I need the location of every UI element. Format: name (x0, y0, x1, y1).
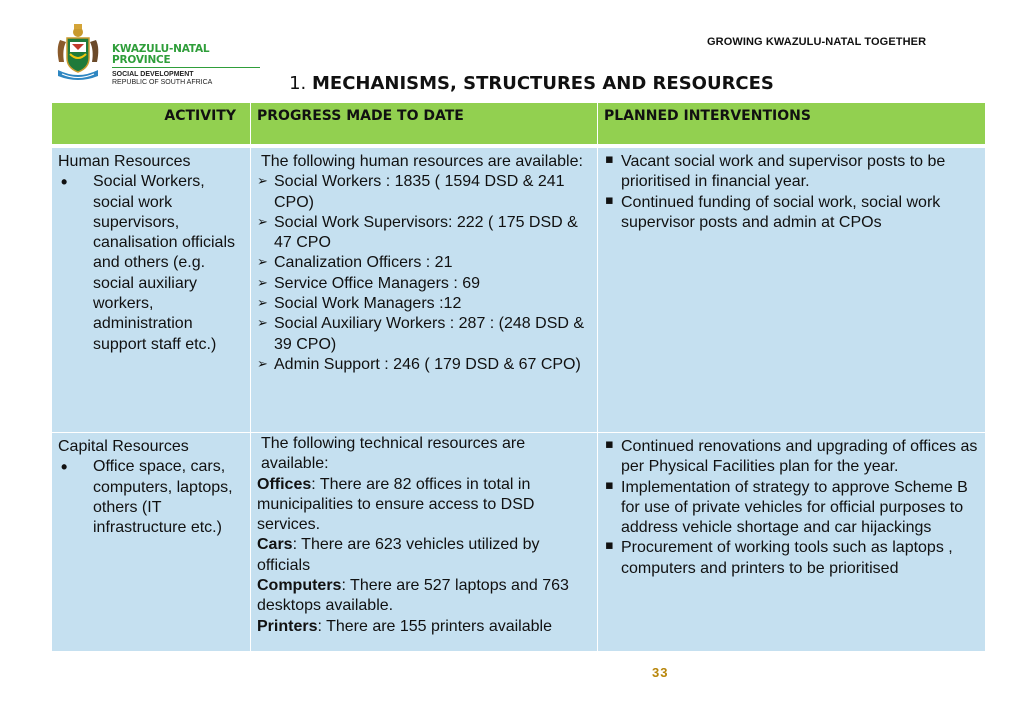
column-header-progress: PROGRESS MADE TO DATE (251, 103, 598, 145)
list-item: ➢ Canalization Officers : 21 (257, 253, 591, 273)
table-row (52, 433, 986, 652)
resource-text: : There are 82 offices in total in municipalities to ensure access to DSD services. (257, 475, 535, 534)
planned-list (604, 437, 979, 579)
progress-cell (251, 148, 598, 433)
activity-list (58, 457, 244, 538)
activity-title: Human Resources (58, 153, 191, 170)
header-slogan: GROWING KWAZULU-NATAL TOGETHER (707, 36, 927, 48)
section-number: 1. (289, 73, 307, 94)
resource-label: Computers (257, 577, 342, 595)
resource-text: : There are 527 laptops and 763 desktops available. (257, 577, 569, 615)
column-header-planned: PLANNED INTERVENTIONS (598, 103, 986, 145)
list-item: ▪ Procurement of working tools such as laptops , computers and printers to be prioritised (604, 538, 979, 579)
list-item: ➢ Service Office Managers : 69 (257, 274, 591, 294)
resource-text: : There are 623 vehicles utilized by officials (257, 536, 540, 574)
resource-label: Offices (257, 475, 312, 493)
list-item: ▪ Continued renovations and upgrading of offices as per Physical Facilities plan for the year. (604, 437, 979, 478)
list-item: ➢ Social Auxiliary Workers : 287 : (248 DSD & 39 CPO) (257, 314, 591, 355)
planned-cell (598, 433, 986, 652)
page-title (0, 73, 1024, 94)
planned-cell (598, 148, 986, 433)
resource-entry-computers (257, 576, 591, 617)
list-item: ➢ Admin Support : 246 ( 179 DSD & 67 CPO) (257, 355, 591, 375)
resource-text: : There are 155 printers available (317, 617, 552, 635)
list-item: ➢ Social Workers : 1835 ( 1594 DSD & 241 CPO) (257, 172, 591, 213)
progress-cell (251, 433, 598, 652)
section-title: MECHANISMS, STRUCTURES AND RESOURCES (312, 73, 774, 94)
activity-list (58, 172, 244, 355)
page-number: 33 (652, 665, 669, 680)
list-item: ▪ Implementation of strategy to approve Scheme B for use of private vehicles for official purposes to address vehicle shortage and car hijackings (604, 478, 979, 539)
resource-entry-cars (257, 535, 591, 576)
activity-cell (52, 148, 251, 433)
table-row (52, 148, 986, 433)
logo-country-text: REPUBLIC OF SOUTH AFRICA (112, 79, 213, 86)
progress-list (257, 172, 591, 375)
column-header-activity: ACTIVITY (52, 103, 251, 145)
logo-divider (112, 67, 260, 68)
logo-department-text: SOCIAL DEVELOPMENT (112, 71, 194, 78)
activity-title: Capital Resources (58, 438, 189, 455)
resource-entry-printers (257, 617, 591, 637)
table-header-row (52, 103, 986, 145)
progress-intro: The following human resources are available: (261, 153, 583, 170)
resource-label: Cars (257, 536, 293, 554)
resource-entry-offices (257, 475, 591, 536)
progress-intro: The following technical resources are available: (261, 435, 526, 473)
list-item: • Office space, cars, computers, laptops, others (IT infrastructure etc.) (58, 457, 244, 538)
list-item: ▪ Continued funding of social work, social work supervisor posts and admin at CPOs (604, 193, 979, 234)
list-item: • Social Workers, social work supervisors, canalisation officials and others (e.g. social auxiliary workers, administration support staff etc.) (58, 172, 244, 355)
list-item: ➢ Social Work Supervisors: 222 ( 175 DSD & 47 CPO (257, 213, 591, 254)
resource-label: Printers (257, 617, 318, 635)
list-item: ▪ Vacant social work and supervisor posts to be prioritised in financial year. (604, 152, 979, 193)
planned-list (604, 152, 979, 233)
logo-province-text: KWAZULU-NATAL PROVINCE (112, 43, 210, 66)
list-item: ➢ Social Work Managers :12 (257, 294, 591, 314)
activity-cell (52, 433, 251, 652)
resources-table (51, 102, 986, 652)
